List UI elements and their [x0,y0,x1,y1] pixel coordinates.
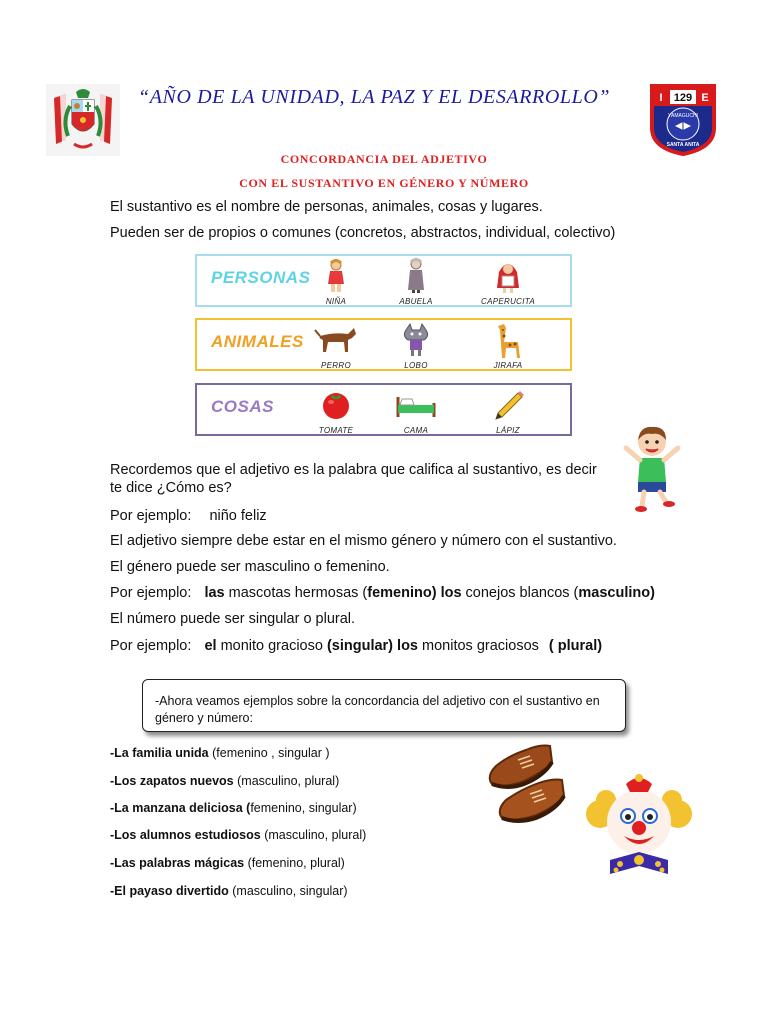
dog-icon [314,322,358,358]
giraffe-icon [490,322,526,360]
adjective-definition-line-2: te dice ¿Cómo es? [110,480,232,496]
example-gender-tag: femenino) [367,585,437,601]
example-article: el [204,638,217,654]
category-item [381,322,451,370]
example-list-item: -Los zapatos nuevos (masculino, plural) [110,774,340,788]
category-item-label: PERRO [321,361,351,370]
category-item [473,322,543,370]
category-item [381,258,451,306]
intro-sentence-1: El sustantivo es el nombre de personas, animales, cosas y lugares. [110,199,543,215]
tomato-icon [319,387,353,421]
example-list-item: -Los alumnos estudiosos (masculino, plural) [110,828,367,842]
category-item [381,387,451,435]
category-item [301,258,371,306]
category-item-label: ABUELA [399,297,433,306]
category-item-label: LOBO [404,361,428,370]
example-text: mascotas hermosas ( [228,585,368,601]
year-motto: “AÑO DE LA UNIDAD, LA PAZ Y EL DESARROLLO” [138,86,611,108]
example-prefix: Por ejemplo: [110,508,192,524]
category-label: PERSONAS [211,268,311,287]
peru-coat-of-arms-image [46,84,120,156]
example-gender-tag: masculino) [578,585,655,601]
callout-text: -Ahora veamos ejemplos sobre la concordancia del adjetivo con el sustantivo en género y número: [155,694,600,725]
example-list-item: -La familia unida (femenino , singular ) [110,746,330,760]
example-list-item: -Las palabras mágicas (femenino, plural) [110,856,345,870]
category-box-cosas [195,383,572,436]
example-prefix: Por ejemplo: [110,585,192,601]
brown-shoes-image [478,736,578,837]
category-item [473,387,543,435]
example-article: los [397,638,418,654]
rule-sentence-1: El adjetivo siempre debe estar en el mismo género y número con el sustantivo. [110,533,617,549]
school-badge-text-top: YAMAGUCHI [668,113,698,119]
clown-image [586,770,692,883]
pencil-icon [490,387,526,423]
category-box-animales [195,318,572,371]
category-label: COSAS [211,397,274,416]
examples-callout-box [142,679,626,732]
school-badge-text-bottom: SANTA ANITA [666,142,700,148]
girl-icon [321,258,351,294]
example-line-2 [110,585,655,601]
school-badge-letter-right: E [701,92,709,104]
example-number-tag: (singular) [326,638,394,654]
example-line-3 [110,638,602,654]
category-box-personas [195,254,572,307]
category-item [301,322,371,370]
example-article: las [204,585,225,601]
intro-sentence-2: Pueden ser de propios o comunes (concretos, abstractos, individual, colectivo) [110,225,616,241]
red-riding-hood-icon [493,258,523,294]
bed-icon [394,387,438,421]
title-line-2: CON EL SUSTANTIVO EN GÉNERO Y NÚMERO [239,176,529,190]
category-item-label: CAMA [403,426,429,435]
grandmother-icon [401,258,431,294]
example-text: monitos graciosos [422,638,539,654]
example-text: conejos blancos ( [465,585,579,601]
school-badge-image [648,82,718,156]
category-item [473,258,543,306]
category-item-label: LÁPIZ [496,426,520,435]
example-line-1 [110,508,267,524]
example-text: monito gracioso [220,638,323,654]
school-badge-letter-left: I [659,92,663,104]
example-list-item: -El payaso divertido (masculino, singular) [110,884,348,898]
title-line-1: CONCORDANCIA DEL ADJETIVO [280,152,488,166]
category-item-label: NIÑA [325,297,347,306]
happy-boy-image [622,422,682,519]
example-prefix: Por ejemplo: [110,638,192,654]
category-item [301,387,371,435]
example-number-tag: ( plural) [548,638,603,654]
rule-sentence-2: El género puede ser masculino o femenino. [110,559,390,575]
example-list-item: -La manzana deliciosa (femenino, singular) [110,801,357,815]
category-item-label: TOMATE [318,426,354,435]
adjective-definition-line-1: Recordemos que el adjetivo es la palabra que califica al sustantivo, es decir [110,462,597,478]
category-label: ANIMALES [211,332,304,351]
category-item-label: CAPERUCITA [481,297,535,306]
example-article: los [440,585,462,601]
rule-sentence-3: El número puede ser singular o plural. [110,611,356,627]
school-badge-number: 129 [673,92,693,104]
category-item-label: JIRAFA [493,361,523,370]
example-value: niño feliz [209,508,267,524]
wolf-icon [398,322,434,358]
